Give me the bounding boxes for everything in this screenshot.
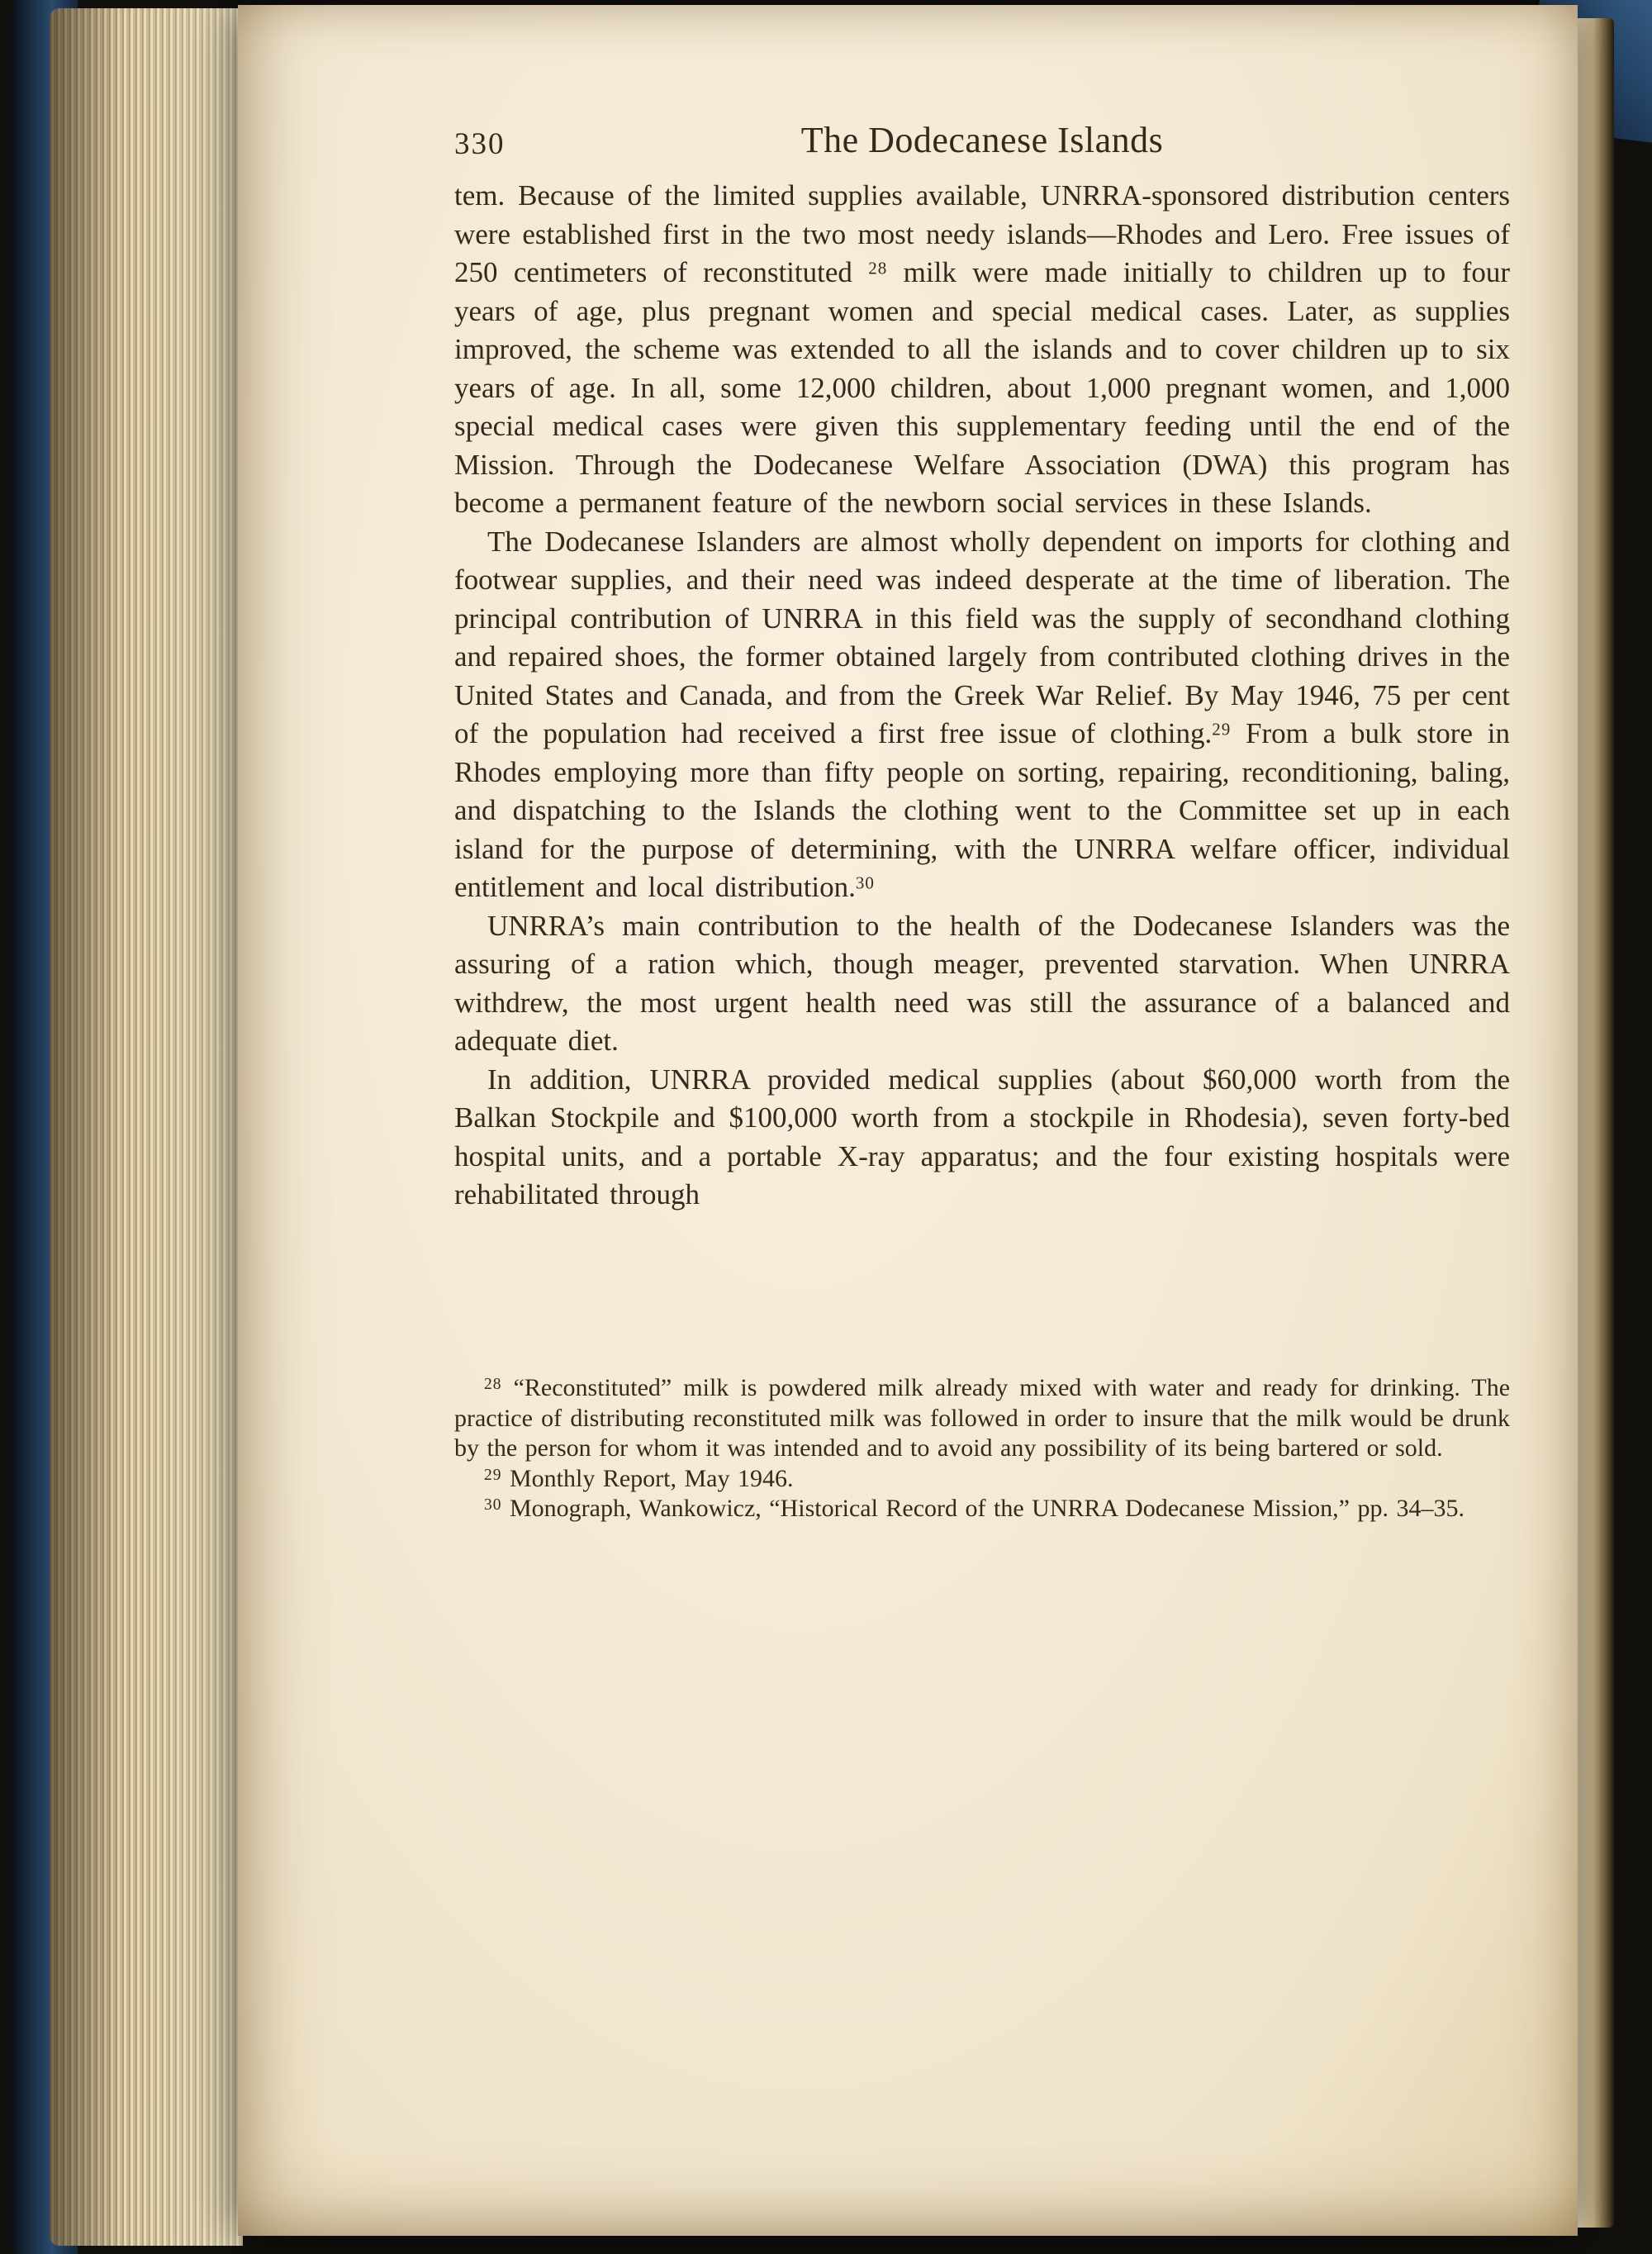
paragraph-text: In addition, UNRRA provided medical supplies (about $60,000 worth from the Balkan Stockpile and $100,000 worth from a stockpile in Rhodesia), seven forty-bed hospital units, and a portable X-ray apparatus; and the four existing hospitals were rehabilitated through bbox=[454, 1063, 1510, 1210]
footnote-marker: 29 bbox=[484, 1466, 502, 1484]
footnote bbox=[454, 1373, 1510, 1464]
footnote-ref-30: 30 bbox=[855, 873, 875, 893]
footnote-text: Monograph, Wankowicz, “Historical Record of the UNRRA Dodecanese Mission,” pp. 34–35. bbox=[510, 1495, 1464, 1522]
next-page-edge bbox=[1576, 18, 1614, 2228]
paragraph-text: tem. Because of the limited supplies available, UNRRA-sponsored distribution centers were established first in the two most needy islands—Rhodes and Lero. Free issues of 250 centimeters of reconstituted bbox=[454, 179, 1510, 288]
paragraph-text: The Dodecanese Islanders are almost wholly dependent on imports for clothing and footwear supplies, and their need was indeed desperate at the time of liberation. The principal contribution of UNRRA in this field was the supply of secondhand clothing and repaired shoes, the former obtained largely from contributed clothing drives in the United States and Canada, and from the Greek War Relief. By May 1946, 75 per cent of the population had received a first free issue of clothing. bbox=[454, 525, 1510, 749]
paragraph bbox=[454, 1061, 1510, 1215]
footnote-marker: 28 bbox=[484, 1376, 502, 1394]
footnote bbox=[454, 1464, 1510, 1495]
book-page bbox=[238, 5, 1578, 2236]
page-content bbox=[454, 119, 1510, 1524]
paragraph-text: milk were made initially to children up to four years of age, plus pregnant women and special medical cases. Later, as supplies improved, the scheme was extended to all the islands and to cover children up to six years of age. In all, some 12,000 children, about 1,000 pregnant women, and 1,000 special medical cases were given this supplementary feeding until the end of the Mission. Through the Dodecanese Welfare Association (DWA) this program has become a permanent feature of the newborn social services in these Islands. bbox=[454, 256, 1510, 519]
footnote-text: Monthly Report, May 1946. bbox=[510, 1464, 794, 1492]
footnote-ref-29: 29 bbox=[1212, 719, 1232, 739]
paragraph bbox=[454, 177, 1510, 523]
footnote-text: “Reconstituted” milk is powdered milk already mixed with water and ready for drinking. The practice of distributing reconstituted milk was followed in order to insure that the milk would be drunk by the person for whom it was intended and to avoid any possibility of its being bartered or sold. bbox=[454, 1374, 1511, 1462]
paragraph bbox=[454, 907, 1510, 1061]
footnote bbox=[454, 1494, 1510, 1524]
paragraph-text: UNRRA’s main contribution to the health of the Dodecanese Islanders was the assuring of a ration which, though meager, prevented starvation. When UNRRA withdrew, the most urgent health need was still the assurance of a balanced and adequate diet. bbox=[454, 909, 1510, 1057]
body-text bbox=[454, 177, 1510, 1345]
page-number: 330 bbox=[454, 127, 506, 161]
footnotes-section bbox=[454, 1373, 1510, 1524]
footnote-ref-28: 28 bbox=[868, 258, 888, 278]
paragraph bbox=[454, 523, 1510, 907]
paragraph-text: From a bulk store in Rhodes employing more than fifty people on sorting, repairing, reconditioning, baling, and dispatching to the Islands the clothing went to the Committee set up in each island for the purpose of determining, with the UNRRA welfare officer, individual entitlement and local distribution. bbox=[454, 717, 1510, 903]
page-edges-stack bbox=[50, 8, 243, 2246]
page-title: The Dodecanese Islands bbox=[800, 120, 1164, 160]
page-header bbox=[454, 119, 1510, 170]
footnote-marker: 30 bbox=[484, 1496, 502, 1515]
